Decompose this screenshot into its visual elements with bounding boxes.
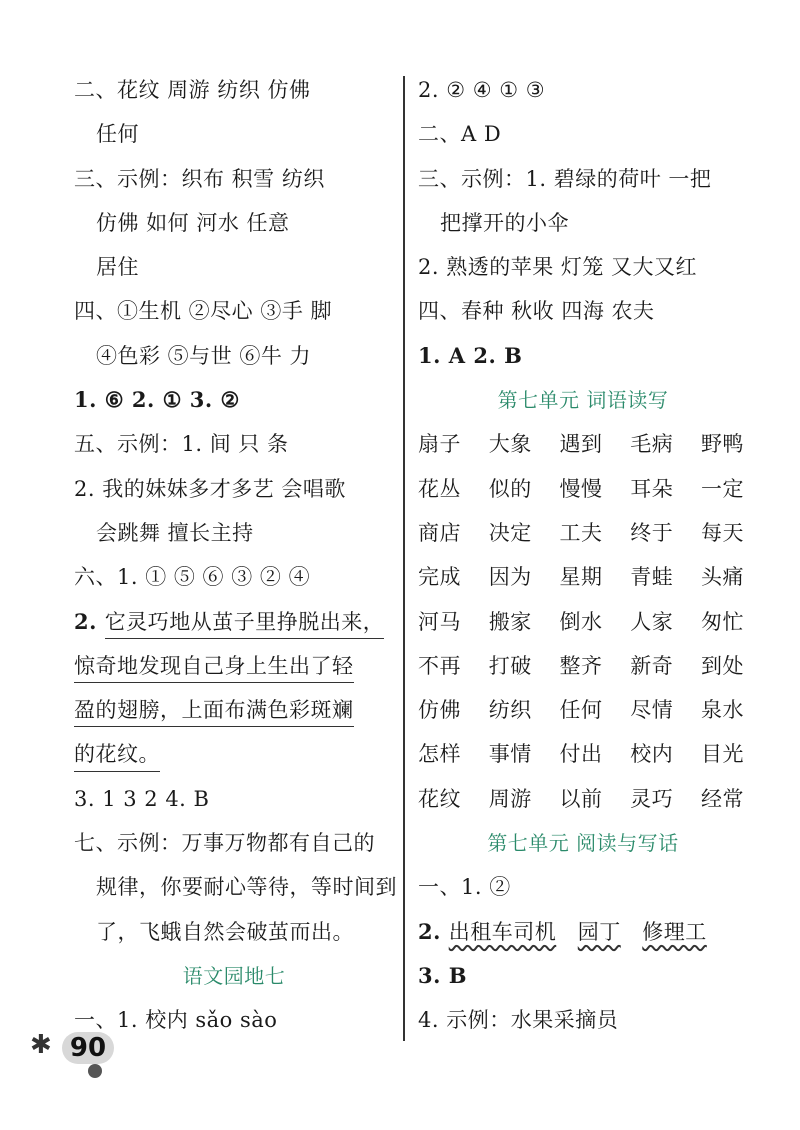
right-line-5: 2. 熟透的苹果 灯笼 又大又红 <box>418 255 698 280</box>
left-line-16 <box>74 732 394 776</box>
right-line-19: 一、1. ② <box>418 875 511 900</box>
word-row <box>418 467 748 511</box>
word-item: 因为 <box>488 565 532 590</box>
word-item: 到处 <box>701 653 744 678</box>
underlined-answer: 它灵巧地从茧子里挣脱出来， <box>105 610 385 639</box>
word-item: 匆忙 <box>701 609 744 634</box>
word-item: 野鸭 <box>701 432 744 457</box>
word-list <box>418 422 748 821</box>
underlined-answer: 惊奇地发现自己身上生出了轻 <box>74 654 354 683</box>
right-line-22: 4. 示例：水果采摘员 <box>418 1008 619 1033</box>
word-row <box>418 732 748 776</box>
left-line-13 <box>74 600 394 644</box>
left-line-18: 七、示例：万事万物都有自己的 <box>74 831 375 856</box>
word-item: 决定 <box>488 520 532 545</box>
right-line-6: 四、春种 秋收 四海 农夫 <box>418 299 655 324</box>
right-line-2: 二、A D <box>418 122 502 147</box>
word-item: 青蛙 <box>630 565 674 590</box>
word-item: 大象 <box>488 432 532 457</box>
word-item: 花丛 <box>418 476 461 501</box>
column-divider <box>403 76 405 1041</box>
right-line-20 <box>418 910 748 954</box>
word-item: 毛病 <box>630 432 674 457</box>
word-item: 搬家 <box>488 609 532 634</box>
word-item: 河马 <box>418 609 461 634</box>
word-item: 怎样 <box>418 742 461 767</box>
wavy-answer: 出租车司机 <box>448 919 557 944</box>
left-line-17: 3. 1 3 2 4. B <box>74 786 210 811</box>
left-line-9: 五、示例：1. 间 只 条 <box>74 432 289 457</box>
right-line-4: 把撑开的小伞 <box>440 210 569 235</box>
word-item: 扇子 <box>418 432 461 457</box>
word-item: 新奇 <box>630 653 674 678</box>
word-row <box>418 511 748 555</box>
item-number: 2. <box>74 608 105 634</box>
dot-icon <box>88 1064 102 1078</box>
left-line-1: 二、花纹 周游 纺织 仿佛 <box>74 78 311 102</box>
section-heading: 第七单元 词语读写 <box>497 388 669 413</box>
word-item: 倒水 <box>559 609 603 634</box>
word-item: 似的 <box>488 476 532 501</box>
word-item: 头痛 <box>701 565 744 590</box>
word-item: 事情 <box>488 742 532 767</box>
underlined-answer: 盈的翅膀，上面布满色彩斑斓 <box>74 698 354 727</box>
word-item: 纺织 <box>488 698 532 723</box>
word-item: 商店 <box>418 520 461 545</box>
word-item: 以前 <box>559 786 603 811</box>
word-item: 灵巧 <box>630 786 674 811</box>
word-row <box>418 644 748 688</box>
word-item: 尽情 <box>630 698 674 723</box>
right-column <box>418 68 748 1043</box>
word-item: 终于 <box>630 520 674 545</box>
word-item: 每天 <box>701 520 744 545</box>
word-row <box>418 422 748 466</box>
word-item: 整齐 <box>559 653 603 678</box>
word-item: 不再 <box>418 653 461 678</box>
word-item: 经常 <box>701 786 744 811</box>
word-item: 任何 <box>559 698 603 723</box>
underlined-answer: 的花纹。 <box>74 742 160 771</box>
word-row <box>418 777 748 821</box>
left-line-19: 规律，你要耐心等待，等时间到 <box>96 875 397 900</box>
word-item: 工夫 <box>559 520 603 545</box>
left-line-2: 任何 <box>96 122 139 147</box>
left-line-5: 居住 <box>96 255 139 280</box>
right-line-7: 1. A 2. B <box>418 342 523 368</box>
wavy-answer: 园丁 <box>577 919 621 944</box>
left-line-15 <box>74 688 394 732</box>
right-line-21: 3. B <box>418 962 467 988</box>
left-line-12: 六、1. ① ⑤ ⑥ ③ ② ④ <box>74 565 311 590</box>
right-line-1: 2. ② ④ ① ③ <box>418 78 546 102</box>
left-line-8: 1. ⑥ 2. ① 3. ② <box>74 387 240 413</box>
word-item: 星期 <box>559 565 603 590</box>
star-icon: ✱ <box>30 1030 52 1060</box>
word-item: 周游 <box>488 786 532 811</box>
word-item: 慢慢 <box>559 476 603 501</box>
right-line-3: 三、示例：1. 碧绿的荷叶 一把 <box>418 166 712 191</box>
page-number: 90 <box>62 1032 114 1064</box>
section-heading: 语文园地七 <box>182 963 286 988</box>
left-line-20: 了，飞蛾自然会破茧而出。 <box>96 919 354 944</box>
item-number: 2. <box>418 918 449 944</box>
left-line-6: 四、①生机 ②尽心 ③手 脚 <box>74 299 333 324</box>
left-line-4: 仿佛 如何 河水 任意 <box>96 210 290 235</box>
word-item: 人家 <box>630 609 674 634</box>
wavy-answer: 修理工 <box>642 919 707 944</box>
word-item: 校内 <box>630 742 674 767</box>
word-item: 付出 <box>559 742 603 767</box>
word-item: 耳朵 <box>630 476 674 501</box>
word-item: 一定 <box>701 476 744 501</box>
word-item: 打破 <box>488 653 532 678</box>
left-line-10: 2. 我的妹妹多才多艺 会唱歌 <box>74 476 346 501</box>
word-row <box>418 688 748 732</box>
left-line-7: ④色彩 ⑤与世 ⑥牛 力 <box>96 343 312 368</box>
word-item: 泉水 <box>701 698 744 723</box>
word-item: 仿佛 <box>418 698 461 723</box>
left-column <box>74 68 397 1043</box>
word-row <box>418 555 748 599</box>
word-item: 花纹 <box>418 786 461 811</box>
left-line-14 <box>74 644 394 688</box>
word-item: 目光 <box>701 742 744 767</box>
left-line-22: 一、1. 校内 sǎo sào <box>74 1008 278 1033</box>
section-heading: 第七单元 阅读与写话 <box>487 831 679 856</box>
word-item: 遇到 <box>559 432 603 457</box>
left-line-11: 会跳舞 擅长主持 <box>96 520 254 545</box>
word-row <box>418 600 748 644</box>
left-line-3: 三、示例：织布 积雪 纺织 <box>74 166 325 191</box>
word-item: 完成 <box>418 565 461 590</box>
